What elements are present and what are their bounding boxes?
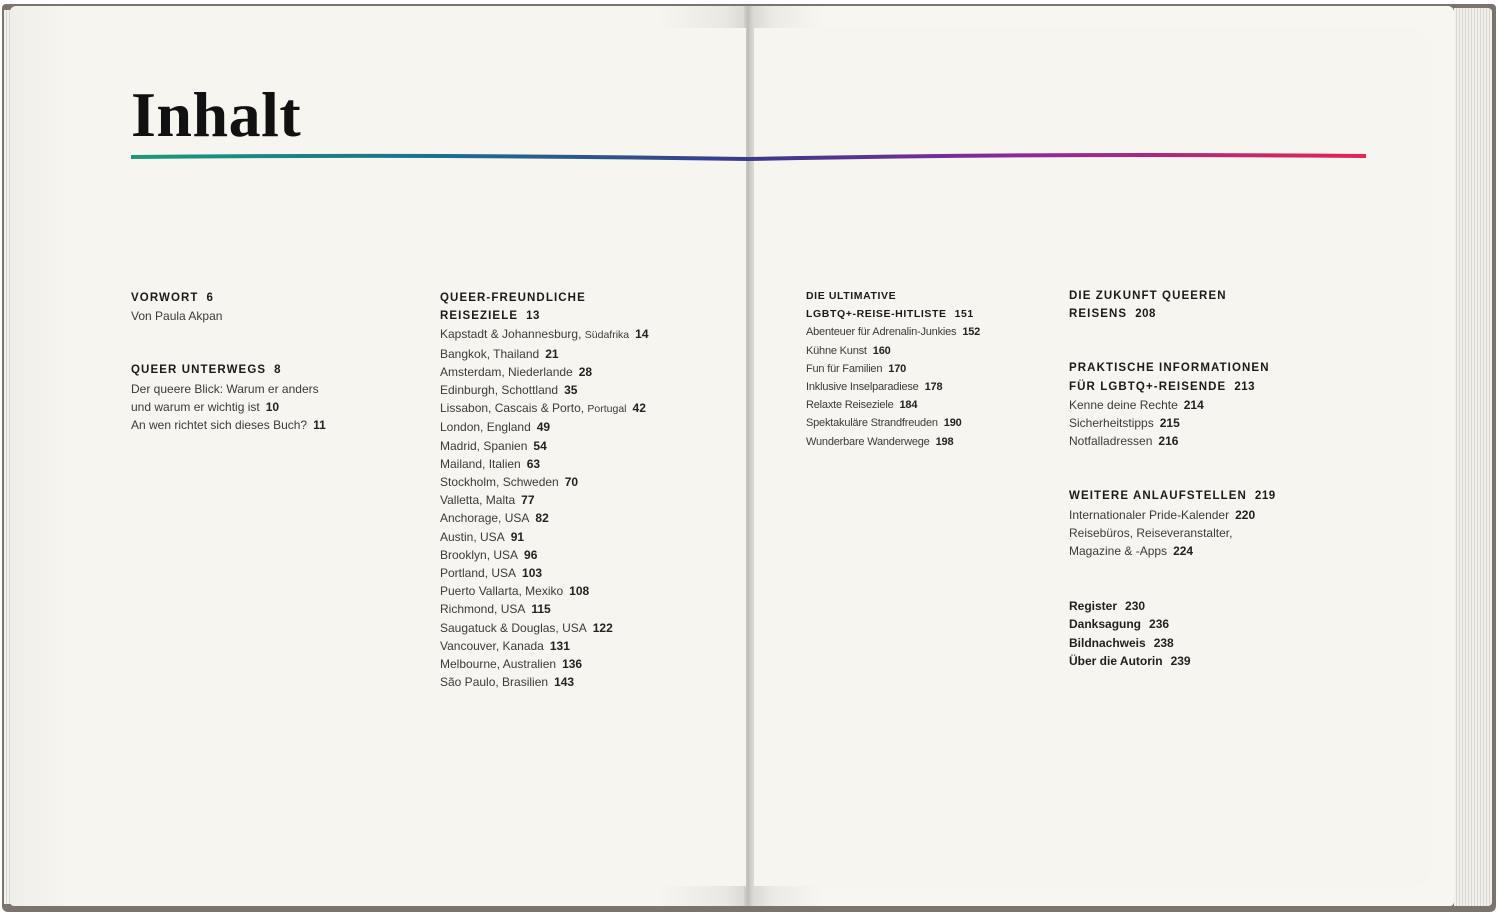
toc-entry-label: Magazine & -Apps — [1069, 544, 1168, 559]
toc-entry-label: Notfalladressen — [1069, 434, 1153, 449]
toc-heading-label: QUEER-FREUNDLICHE — [440, 292, 586, 304]
toc-page-number: 170 — [888, 362, 907, 375]
toc-entry-label: Melbourne, Australien — [440, 657, 557, 672]
toc-page-number: 152 — [962, 326, 981, 339]
toc-entry[interactable] — [440, 363, 740, 381]
toc-entry[interactable] — [440, 528, 740, 546]
toc-entry[interactable] — [1069, 524, 1389, 542]
toc-entry[interactable] — [440, 600, 740, 618]
toc-page-number: 160 — [872, 344, 891, 357]
toc-entry-label: Über die Autorin — [1069, 653, 1163, 668]
toc-page-number: 143 — [554, 675, 575, 690]
toc-entry-label: Reisebüros, Reiseveranstalter, — [1069, 525, 1233, 540]
toc-entry-label: Bangkok, Thailand — [440, 346, 540, 361]
toc-entry[interactable] — [1069, 414, 1389, 432]
toc-page-number: 216 — [1158, 434, 1179, 449]
toc-page-number: 35 — [564, 383, 578, 398]
toc-column-3 — [806, 287, 1106, 451]
toc-entry-label: Internationaler Pride-Kalender — [1069, 507, 1230, 522]
toc-page-number: 208 — [1135, 308, 1156, 321]
toc-entry[interactable] — [440, 491, 740, 509]
toc-entry-label: Relaxte Reiseziele — [806, 399, 894, 412]
toc-entry-label: Der queere Blick: Warum er anders — [131, 381, 319, 396]
toc-entry[interactable] — [440, 619, 740, 637]
toc-column-1 — [131, 289, 431, 434]
toc-page-number: 70 — [564, 475, 579, 490]
toc-heading[interactable] — [440, 289, 740, 325]
toc-entry[interactable] — [440, 455, 740, 473]
toc-entry[interactable] — [440, 473, 740, 491]
toc-entry-label: Saugatuck & Douglas, USA — [440, 620, 587, 635]
spacer — [1069, 450, 1389, 487]
toc-entry[interactable] — [1069, 432, 1389, 450]
toc-entry[interactable] — [806, 396, 1106, 414]
toc-entry[interactable] — [1069, 615, 1389, 633]
spacer — [131, 325, 431, 361]
toc-page-number: 238 — [1153, 635, 1174, 650]
toc-entry[interactable] — [440, 582, 740, 600]
toc-heading[interactable] — [1069, 487, 1389, 505]
toc-entry-label: Spektakuläre Strandfreuden — [806, 417, 938, 430]
toc-entry-label: Kapstadt & Johannesburg, — [440, 327, 585, 342]
toc-page-number: 77 — [521, 493, 535, 508]
toc-entry[interactable] — [440, 637, 740, 655]
toc-entry[interactable] — [806, 414, 1106, 432]
toc-entry-label: Richmond, USA — [440, 602, 526, 617]
toc-page-number: 151 — [954, 308, 974, 321]
toc-page-number: 54 — [533, 438, 547, 453]
toc-entry[interactable] — [806, 360, 1106, 378]
toc-entry[interactable] — [1069, 396, 1389, 414]
toc-heading[interactable] — [1069, 287, 1389, 323]
toc-page-number: 122 — [592, 620, 613, 635]
toc-section-queer-unterwegs — [131, 361, 431, 434]
toc-page-number: 136 — [562, 657, 583, 672]
toc-entry-label: Kenne deine Rechte — [1069, 397, 1178, 412]
toc-entry[interactable] — [1069, 652, 1389, 670]
toc-heading-label: DIE ZUKUNFT QUEEREN — [1069, 290, 1227, 302]
toc-entry[interactable] — [806, 378, 1106, 396]
toc-page-number: 14 — [635, 327, 649, 342]
toc-entry[interactable] — [440, 673, 740, 691]
toc-entry-label: Wunderbare Wanderwege — [806, 435, 930, 448]
toc-entry-label: London, England — [440, 420, 531, 435]
toc-heading-label: REISENS — [1069, 308, 1128, 321]
toc-entry-label: An wen richtet sich dieses Buch? — [131, 418, 308, 433]
toc-section-vorwort — [131, 289, 431, 325]
toc-entry-label: Mailand, Italien — [440, 456, 521, 471]
toc-entry[interactable] — [1069, 634, 1389, 652]
toc-entry[interactable] — [806, 433, 1106, 451]
toc-page-number: 11 — [313, 418, 326, 433]
toc-entry[interactable] — [131, 380, 431, 398]
toc-entry[interactable] — [440, 655, 740, 673]
toc-entry-label: Stockholm, Schweden — [440, 475, 559, 490]
toc-entry-label: Register — [1069, 599, 1118, 614]
toc-page-number: 13 — [526, 310, 540, 323]
toc-entry[interactable] — [440, 564, 740, 582]
toc-page-number: 230 — [1125, 599, 1146, 614]
toc-entry[interactable] — [440, 509, 740, 527]
toc-page-number: 103 — [522, 566, 543, 581]
spacer — [1069, 560, 1389, 597]
toc-entry[interactable] — [440, 546, 740, 564]
toc-page-number: 239 — [1170, 653, 1191, 668]
page-title: Inhalt — [131, 79, 302, 150]
toc-heading[interactable] — [1069, 359, 1389, 395]
toc-entry[interactable] — [806, 342, 1106, 360]
toc-page-number: 214 — [1183, 397, 1204, 412]
toc-entry[interactable] — [440, 381, 740, 399]
toc-page-number: 236 — [1149, 617, 1170, 632]
toc-page-number: 184 — [899, 399, 918, 412]
toc-entry[interactable] — [806, 323, 1106, 341]
toc-heading-label: VORWORT — [131, 292, 199, 304]
toc-entry[interactable] — [131, 416, 431, 434]
toc-heading-label: DIE ULTIMATIVE — [806, 290, 897, 302]
toc-entry-label: Austin, USA — [440, 529, 505, 544]
toc-heading[interactable] — [806, 287, 1106, 323]
toc-entry-country: Südafrika — [584, 329, 630, 342]
toc-page-number: 219 — [1254, 490, 1276, 503]
toc-entry-label: Fun für Familien — [806, 362, 883, 375]
toc-page-number: 131 — [549, 638, 570, 653]
toc-page-number: 8 — [274, 364, 282, 377]
toc-page-number: 21 — [545, 346, 559, 361]
toc-heading[interactable] — [131, 289, 431, 307]
toc-page-number: 198 — [935, 435, 954, 448]
toc-entry[interactable] — [440, 325, 740, 344]
toc-entry-country: Portugal — [587, 403, 627, 416]
toc-column-4 — [1069, 287, 1389, 670]
toc-entry-label: Vancouver, Kanada — [440, 638, 544, 653]
toc-entry-label: Abenteuer für Adrenalin-Junkies — [806, 326, 957, 339]
toc-page-number: 28 — [578, 364, 593, 379]
toc-entry[interactable] — [1069, 597, 1389, 615]
toc-entry[interactable] — [1069, 542, 1389, 560]
toc-heading-label: WEITERE ANLAUFSTELLEN — [1069, 490, 1247, 503]
toc-entry-label: Portland, USA — [440, 566, 517, 581]
toc-heading-label: LGBTQ+-REISE-HITLISTE — [806, 308, 947, 321]
toc-page-number: 82 — [535, 511, 549, 526]
toc-page-number: 190 — [943, 417, 962, 430]
toc-page-number: 213 — [1234, 380, 1255, 393]
toc-entry-label: Danksagung — [1069, 617, 1142, 632]
toc-heading-label: FÜR LGBTQ+-REISENDE — [1069, 380, 1227, 393]
toc-entry-label: Edinburgh, Schottland — [440, 383, 559, 398]
rainbow-rule — [131, 150, 1366, 162]
toc-entry[interactable] — [440, 399, 740, 418]
toc-page-number: 10 — [265, 399, 280, 414]
toc-entry-label: Sicherheitstipps — [1069, 416, 1154, 431]
toc-entry[interactable] — [1069, 506, 1389, 524]
toc-entry-label: Anchorage, USA — [440, 511, 530, 526]
toc-page-number: 224 — [1173, 544, 1194, 559]
toc-page-number: 49 — [536, 420, 551, 435]
toc-page-number: 63 — [526, 456, 541, 471]
toc-entry[interactable] — [131, 398, 431, 416]
toc-entry-label: Bildnachweis — [1069, 635, 1146, 650]
toc-page-number: 215 — [1159, 416, 1180, 431]
toc-entry[interactable] — [440, 345, 740, 363]
toc-entry-label: Kühne Kunst — [806, 344, 867, 357]
toc-page-number: 115 — [531, 602, 551, 617]
toc-heading-label: REISEZIELE — [440, 310, 519, 323]
toc-column-2 — [440, 289, 740, 691]
toc-entry-label: Brooklyn, USA — [440, 547, 519, 562]
page-edges-right — [1454, 8, 1492, 906]
toc-page-number: 108 — [569, 584, 590, 599]
toc-heading-label: QUEER UNTERWEGS — [131, 364, 267, 377]
toc-page-number: 6 — [206, 292, 214, 304]
toc-entry-label: Inklusive Inselparadiese — [806, 381, 919, 394]
toc-entry-label: Puerto Vallarta, Mexiko — [440, 584, 564, 599]
toc-page-number: 91 — [510, 529, 525, 544]
toc-heading[interactable] — [131, 361, 431, 379]
toc-entry-label: Madrid, Spanien — [440, 438, 528, 453]
toc-subtitle: Von Paula Akpan — [131, 309, 223, 324]
toc-entry[interactable] — [440, 437, 740, 455]
toc-entry-label: und warum er wichtig ist — [131, 399, 260, 414]
toc-page-number: 42 — [632, 401, 646, 416]
spacer — [1069, 323, 1389, 359]
toc-entry[interactable] — [440, 418, 740, 436]
toc-entry-label: São Paulo, Brasilien — [440, 675, 549, 690]
toc-entry-label: Valletta, Malta — [440, 493, 516, 508]
toc-page-number: 96 — [524, 547, 538, 562]
toc-entry-label: Lissabon, Cascais & Porto, — [440, 401, 588, 416]
toc-heading-label: PRAKTISCHE INFORMATIONEN — [1069, 362, 1270, 375]
toc-entry-label: Amsterdam, Niederlande — [440, 364, 573, 379]
toc-page-number: 220 — [1235, 507, 1256, 522]
toc-page-number: 178 — [924, 381, 943, 394]
